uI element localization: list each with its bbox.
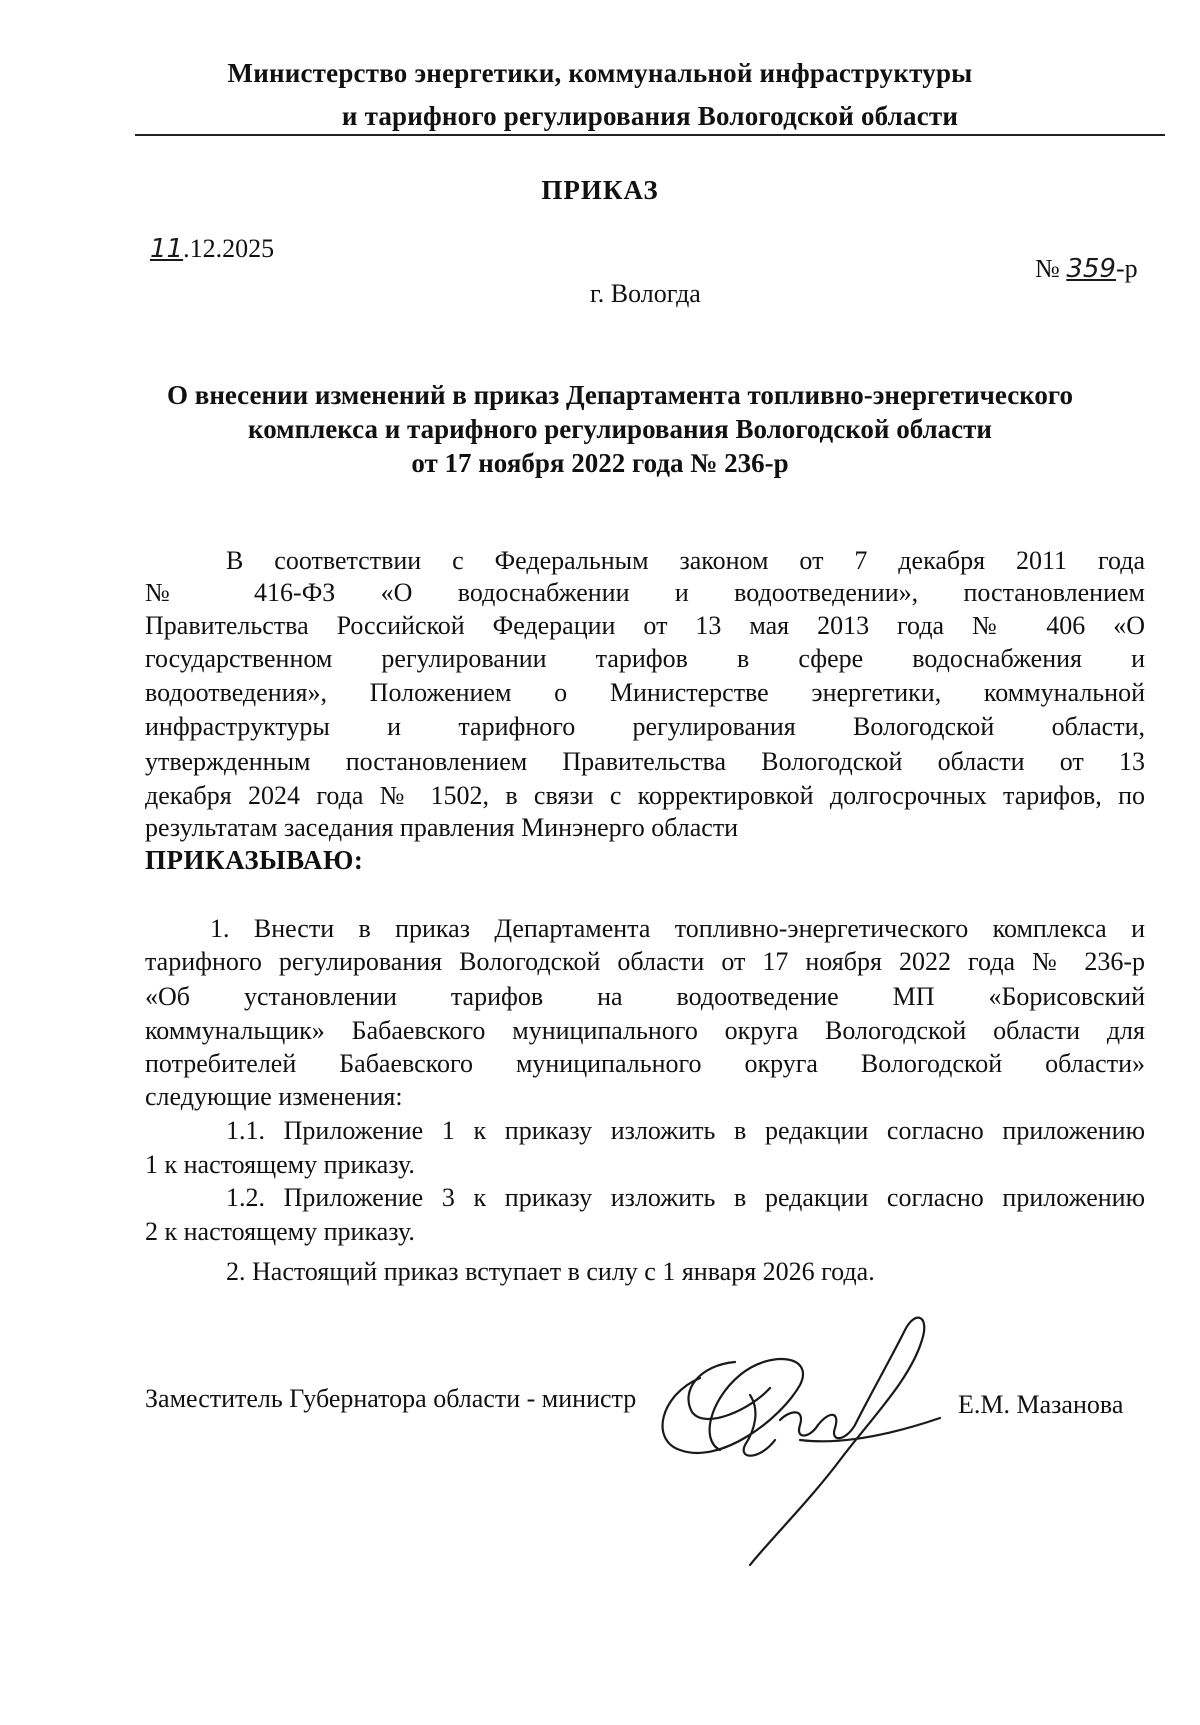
preamble-line: декабря 2024 года № 1502, в связи с корректировкой долгосрочных тарифов, по xyxy=(145,781,1145,810)
signatory-name: Е.М. Мазанова xyxy=(958,1390,1124,1419)
number-prefix: № xyxy=(1035,254,1067,283)
document-city: г. Вологда xyxy=(590,279,701,308)
item-1-line: следующие изменения: xyxy=(145,1082,403,1111)
item-1-2-line: 1.2. Приложение 3 к приказу изложить в редакции согласно приложению xyxy=(226,1183,1145,1212)
preamble-line: результатам заседания правления Минэнерго области xyxy=(145,813,739,842)
order-word: ПРИКАЗЫВАЮ: xyxy=(145,845,364,875)
subject-line-3: от 17 ноября 2022 года № 236-р xyxy=(411,448,789,478)
item-1-1-line: 1 к настоящему приказу. xyxy=(145,1150,415,1179)
item-1-line: тарифного регулирования Вологодской области от 17 ноября 2022 года № 236-р xyxy=(145,947,1145,976)
preamble-line: Правительства Российской Федерации от 13 мая 2013 года № 406 «О xyxy=(145,611,1145,640)
preamble-line: утвержденным постановлением Правительства Вологодской области от 13 xyxy=(145,747,1145,776)
preamble-line: инфраструктуры и тарифного регулирования Вологодской области, xyxy=(145,712,1145,741)
subject-line-1: О внесении изменений в приказ Департамента топливно-энергетического xyxy=(166,380,1073,410)
preamble-line: № 416-ФЗ «О водоснабжении и водоотведении», постановлением xyxy=(145,578,1145,607)
organization-name-line-2: и тарифного регулирования Вологодской области xyxy=(341,101,959,131)
date-month-year: .12.2025 xyxy=(183,234,275,263)
item-1-1-line: 1.1. Приложение 1 к приказу изложить в редакции согласно приложению xyxy=(226,1116,1145,1145)
item-1-line: «Об установлении тарифов на водоотведение МП «Борисовский xyxy=(145,982,1145,1011)
signatory-position: Заместитель Губернатора области - министр xyxy=(145,1384,637,1413)
item-1-line: потребителей Бабаевского муниципального округа Вологодской области» xyxy=(145,1049,1145,1078)
preamble-line: государственном регулировании тарифов в сфере водоснабжения и xyxy=(145,644,1145,673)
document-number xyxy=(1035,254,1138,284)
item-1-line: 1. Внести в приказ Департамента топливно-энергетического комплекса и xyxy=(210,914,1145,943)
header-divider xyxy=(135,134,1165,136)
document-date xyxy=(150,234,274,264)
document-type: ПРИКАЗ xyxy=(541,175,659,205)
preamble-line: В соответствии с Федеральным законом от 7 декабря 2011 года xyxy=(226,546,1145,575)
organization-name-line-1: Министерство энергетики, коммунальной инфраструктуры xyxy=(227,58,973,88)
number-handwritten: 359 xyxy=(1066,254,1116,284)
date-day-handwritten: 11 xyxy=(150,234,184,264)
handwritten-signature xyxy=(640,1300,980,1570)
item-1-line: коммунальщик» Бабаевского муниципального округа Вологодской области для xyxy=(145,1016,1145,1045)
item-2: 2. Настоящий приказ вступает в силу с 1 января 2026 года. xyxy=(226,1257,875,1286)
preamble-line: водоотведения», Положением о Министерстве энергетики, коммунальной xyxy=(145,678,1145,707)
item-1-2-line: 2 к настоящему приказу. xyxy=(145,1217,415,1246)
number-suffix: -р xyxy=(1115,254,1138,283)
subject-line-2: комплекса и тарифного регулирования Вологодской области xyxy=(248,414,992,444)
